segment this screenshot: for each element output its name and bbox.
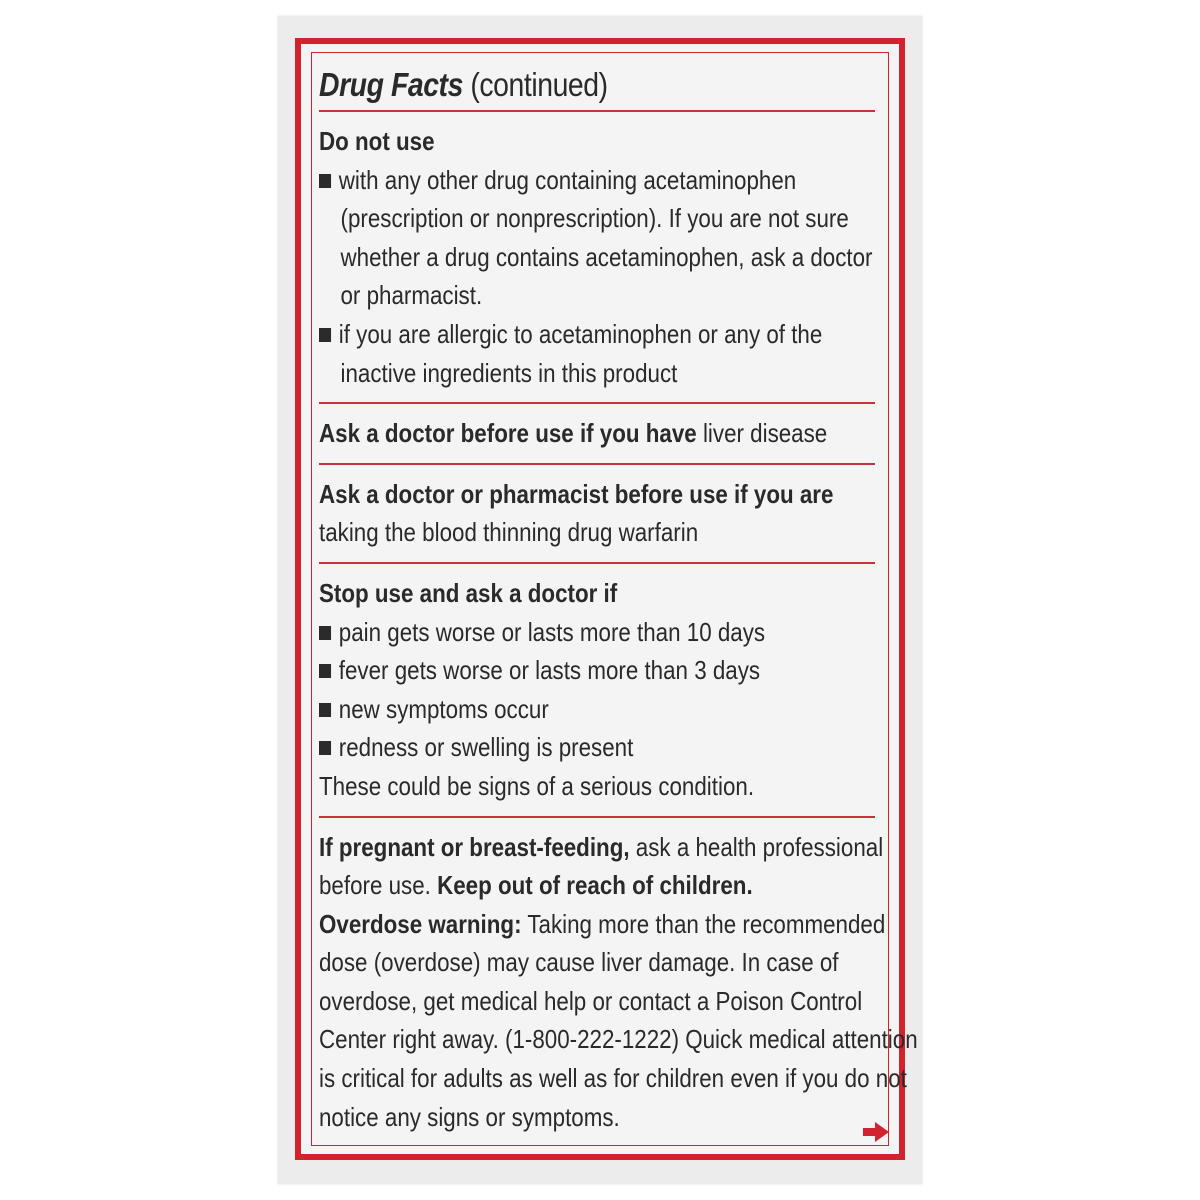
ask-pharmacist-heading: Ask a doctor or pharmacist before use if you are xyxy=(319,478,834,509)
stop-use-item: new symptoms occur xyxy=(319,690,869,729)
ask-doctor-text: liver disease xyxy=(696,418,828,449)
square-bullet-icon xyxy=(319,626,331,640)
overdose-line: Overdose warning: Taking more than the recommended xyxy=(319,908,886,939)
pregnancy-line: If pregnant or breast-feeding, ask a health professional xyxy=(319,831,884,862)
warnings-section xyxy=(319,818,918,1143)
ask-pharmacist-section xyxy=(319,465,875,558)
overdose-line: overdose, get medical help or contact a Poison Control xyxy=(319,985,863,1016)
overdose-line: Center right away. (1-800-222-1222) Quick medical attention xyxy=(319,1024,918,1055)
pregnancy-line-2: before use. Keep out of reach of children. xyxy=(319,870,753,901)
square-bullet-icon xyxy=(319,703,331,717)
drug-facts-content xyxy=(319,64,918,1142)
do-not-use-section xyxy=(319,112,875,398)
square-bullet-icon xyxy=(319,174,331,188)
stop-use-item: redness or swelling is present xyxy=(319,728,869,767)
pregnancy-heading: If pregnant or breast-feeding, xyxy=(319,831,630,862)
keep-out-of-reach: Keep out of reach of children. xyxy=(437,870,753,901)
square-bullet-icon xyxy=(319,664,331,678)
do-not-use-heading: Do not use xyxy=(319,126,435,156)
square-bullet-icon xyxy=(319,328,331,342)
ask-doctor-heading: Ask a doctor before use if you have xyxy=(319,418,697,449)
overdose-line: dose (overdose) may cause liver damage. In case of xyxy=(319,947,839,978)
overdose-heading: Overdose warning: xyxy=(319,908,522,939)
title-continued: (continued) xyxy=(462,66,608,103)
square-bullet-icon xyxy=(319,741,331,755)
do-not-use-item-cont: inactive ingredients in this product xyxy=(340,357,678,388)
stop-use-item: pain gets worse or lasts more than 10 days xyxy=(319,613,869,652)
stop-use-note: These could be signs of a serious condition. xyxy=(319,770,755,801)
drug-facts-title xyxy=(319,64,797,106)
stop-use-section xyxy=(319,564,875,812)
drug-facts-panel xyxy=(295,38,918,1160)
ask-pharmacist-text: taking the blood thinning drug warfarin xyxy=(319,517,699,548)
do-not-use-item: if you are allergic to acetaminophen or any of the xyxy=(319,315,869,354)
stop-use-item: fever gets worse or lasts more than 3 days xyxy=(319,651,869,690)
ask-doctor-section xyxy=(319,404,875,459)
overdose-line: notice any signs or symptoms. xyxy=(319,1101,620,1132)
ask-doctor-line xyxy=(319,414,869,453)
do-not-use-item-cont: whether a drug contains acetaminophen, ask a doctor xyxy=(340,241,873,272)
do-not-use-item-cont: or pharmacist. xyxy=(340,280,483,311)
do-not-use-item: with any other drug containing acetaminophen xyxy=(319,161,869,200)
arrow-right-icon xyxy=(863,1122,889,1142)
overdose-line: is critical for adults as well as for children even if you do not xyxy=(319,1063,907,1094)
stop-use-heading: Stop use and ask a doctor if xyxy=(319,577,618,608)
do-not-use-item-cont: (prescription or nonprescription). If you are not sure xyxy=(340,203,849,234)
title-bold: Drug Facts xyxy=(319,66,463,103)
